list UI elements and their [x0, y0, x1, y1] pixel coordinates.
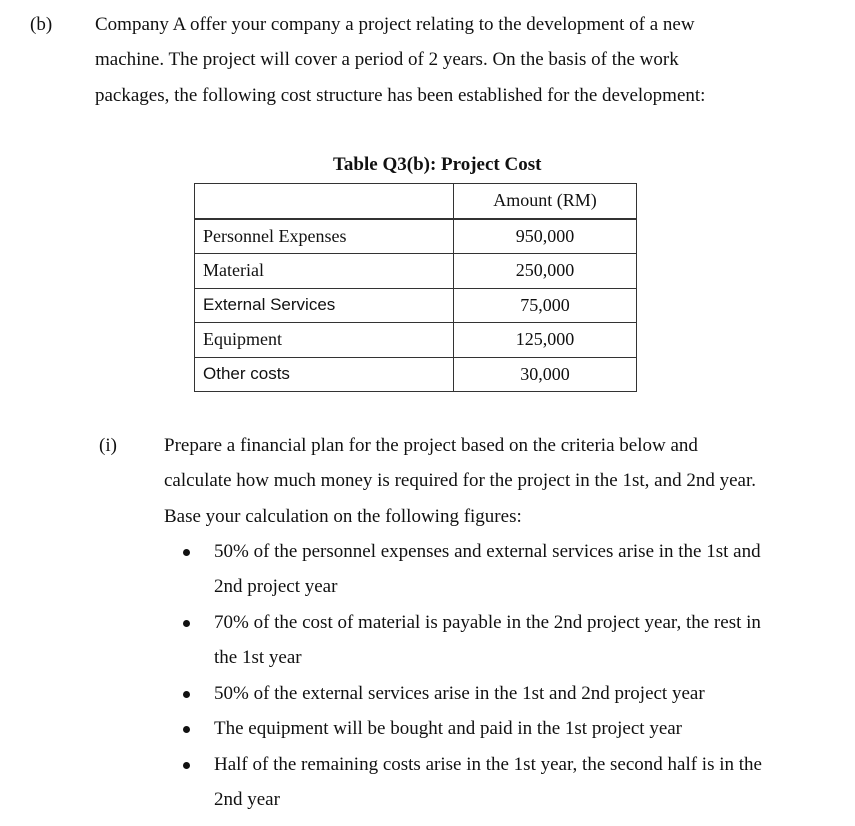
row-label: Personnel Expenses — [195, 219, 454, 254]
row-label: External Services — [195, 288, 454, 323]
table-caption: Table Q3(b): Project Cost — [333, 154, 542, 175]
table-row — [195, 219, 637, 254]
bullet-text-line: 70% of the cost of material is payable in the 2nd project year, the rest in — [214, 612, 761, 633]
table-row — [195, 254, 637, 289]
bullet-text-line: The equipment will be bought and paid in the 1st project year — [214, 718, 683, 739]
table-header-row — [195, 184, 637, 219]
sub-question-line-2: calculate how much money is required for the project in the 1st, and 2nd year. — [164, 470, 756, 491]
intro-line-1: Company A offer your company a project relating to the development of a new — [95, 14, 695, 35]
row-amount: 30,000 — [454, 357, 637, 392]
table-row — [195, 323, 637, 358]
header-label-cell — [195, 184, 454, 219]
bullet-text-line: 50% of the personnel expenses and external services arise in the 1st and — [214, 541, 761, 562]
row-label: Other costs — [195, 357, 454, 392]
sub-question-line-3: Base your calculation on the following figures: — [164, 506, 522, 527]
bullet-text-line: Half of the remaining costs arise in the 1st year, the second half is in the — [214, 754, 762, 775]
row-amount: 75,000 — [454, 288, 637, 323]
table-row — [195, 288, 637, 323]
bullet-icon — [183, 691, 190, 698]
bullet-icon — [183, 620, 190, 627]
intro-line-3: packages, the following cost structure has been established for the development: — [95, 85, 706, 106]
bullet-icon — [183, 726, 190, 733]
row-label: Material — [195, 254, 454, 289]
question-label: (b) — [30, 14, 53, 35]
header-amount-cell: Amount (RM) — [454, 184, 637, 219]
row-label: Equipment — [195, 323, 454, 358]
table-row — [195, 357, 637, 392]
bullet-text-line: 2nd year — [214, 789, 280, 810]
bullet-icon — [183, 549, 190, 556]
row-amount: 125,000 — [454, 323, 637, 358]
sub-question-line-1: Prepare a financial plan for the project based on the criteria below and — [164, 435, 698, 456]
project-cost-table — [194, 183, 637, 392]
intro-line-2: machine. The project will cover a period of 2 years. On the basis of the work — [95, 49, 679, 70]
bullet-text-line: the 1st year — [214, 647, 302, 668]
bullet-icon — [183, 762, 190, 769]
bullet-text-line: 2nd project year — [214, 576, 338, 597]
row-amount: 950,000 — [454, 219, 637, 254]
sub-question-label: (i) — [99, 435, 117, 456]
row-amount: 250,000 — [454, 254, 637, 289]
bullet-text-line: 50% of the external services arise in the 1st and 2nd project year — [214, 683, 705, 704]
